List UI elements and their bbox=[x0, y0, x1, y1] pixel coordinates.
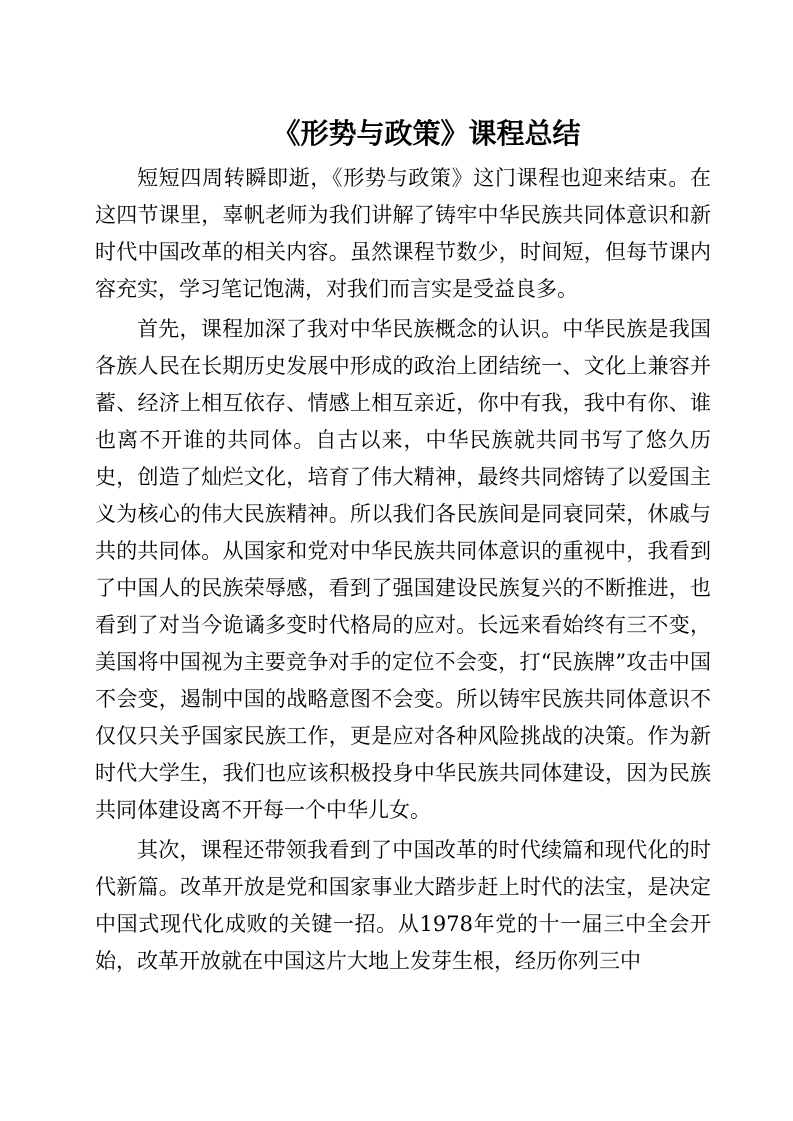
document-title: 《形势与政策》课程总结 bbox=[272, 117, 581, 150]
document-body bbox=[95, 160, 711, 983]
paragraph-3: 其次，课程还带领我看到了中国改革的时代续篇和现代化的时代新篇。改革开放是党和国家事业大踏步赶上时代的法宝，是决定中国式现代化成败的关键一招。从1978年党的十一届三中全会开始，改革开放就在中国这片大地上发芽生根，经历你列三中 bbox=[95, 838, 711, 973]
paragraph-1: 短短四周转瞬即逝，《形势与政策》这门课程也迎来结束。在这四节课里，辜帆老师为我们讲解了铸牢中华民族共同体意识和新时代中国改革的相关内容。虽然课程节数少，时间短，但每节课内容充实，学习笔记饱满，对我们而言实是受益良多。 bbox=[95, 166, 711, 301]
paragraph-2: 首先，课程加深了我对中华民族概念的认识。中华民族是我国各族人民在长期历史发展中形成的政治上团结统一、文化上兼容并蓄、经济上相互依存、情感上相互亲近，你中有我，我中有你、谁也离不开谁的共同体。自古以来，中华民族就共同书写了悠久历史，创造了灿烂文化，培育了伟大精神，最终共同熔铸了以爱国主义为核心的伟大民族精神。所以我们各民族间是同衰同荣，休戚与共的共同体。从国家和党对中华民族共同体意识的重视中，我看到了中国人的民族荣辱感，看到了强国建设民族复兴的不断推进，也看到了对当今诡谲多变时代格局的应对。长远来看始终有三不变，美国将中国视为主要竞争对手的定位不会变，打“民族牌”攻击中国不会变，遏制中国的战略意图不会变。所以铸牢民族共同体意识不仅仅只关乎国家民族工作，更是应对各种风险挑战的决策。作为新时代大学生，我们也应该积极投身中华民族共同体建设，因为民族共同体建设离不开每一个中华儿女。 bbox=[95, 317, 711, 822]
